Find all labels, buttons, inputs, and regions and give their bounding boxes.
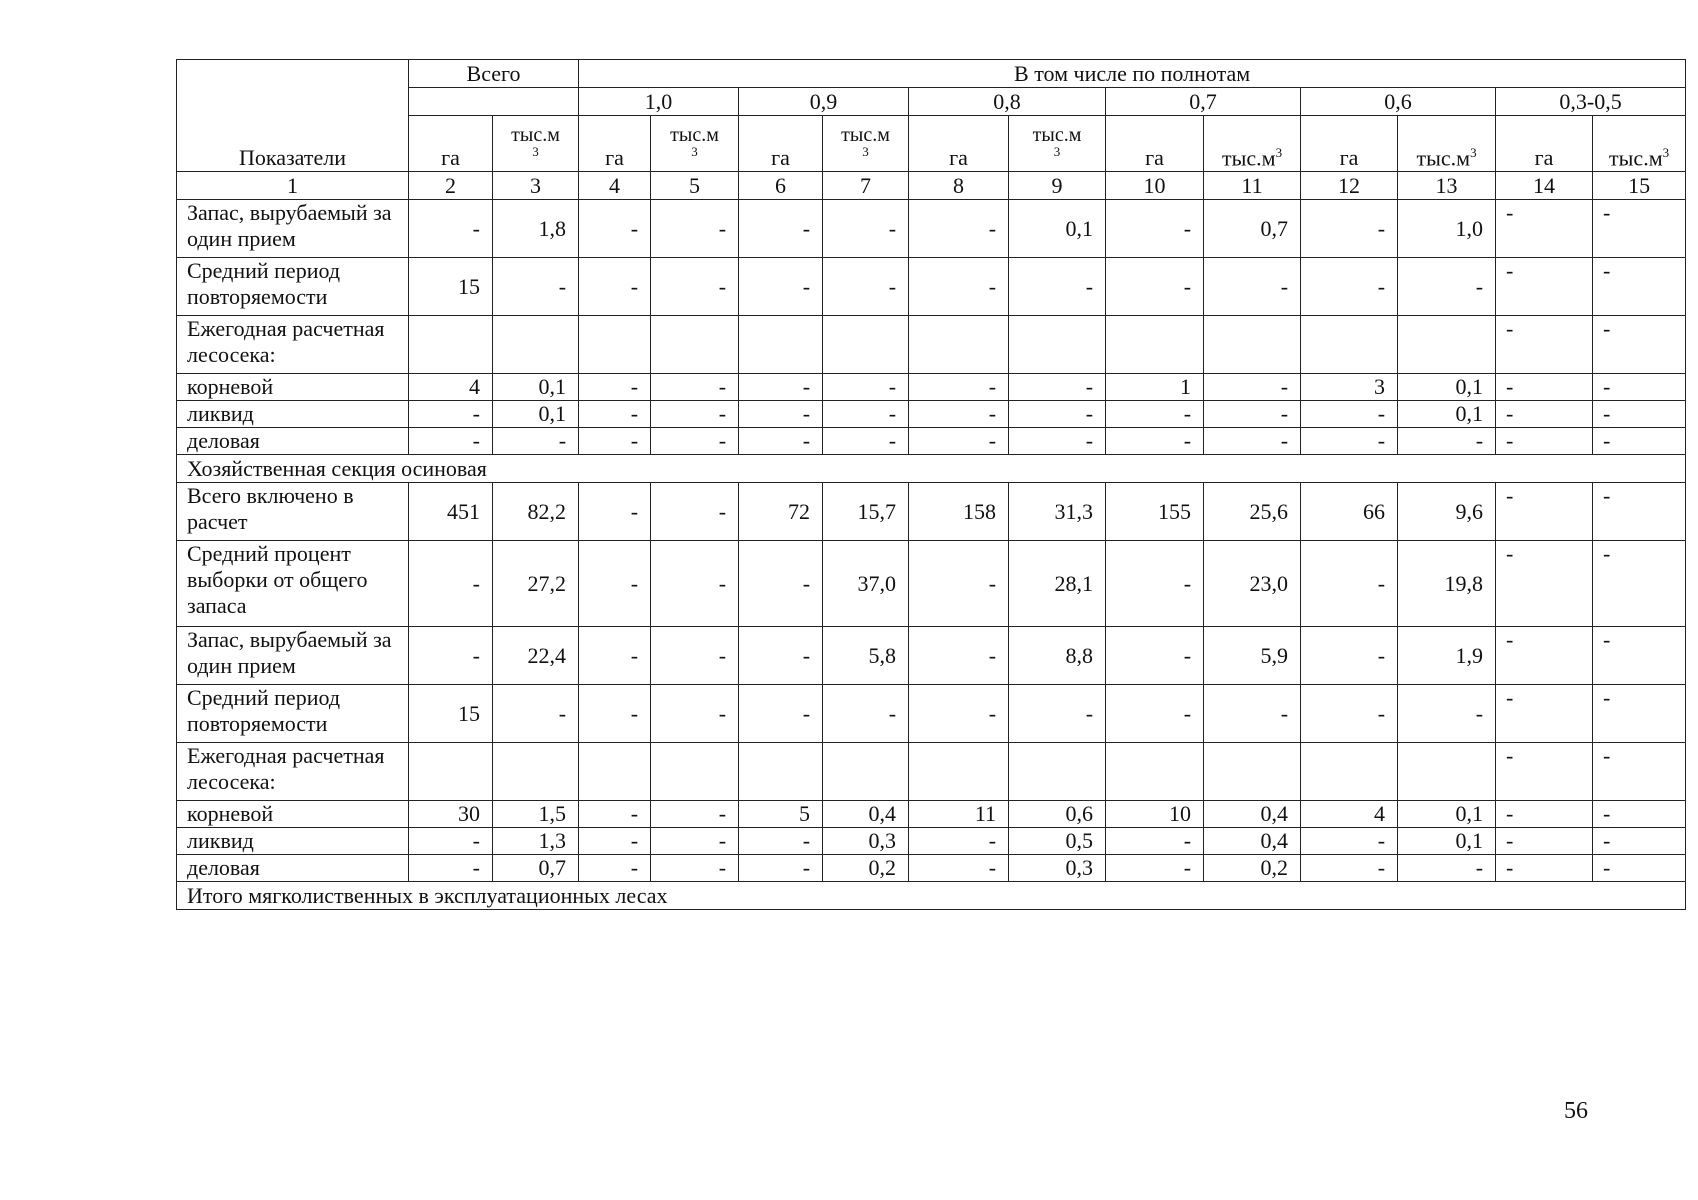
table-cell: 451 <box>409 483 493 541</box>
table-cell: - <box>909 374 1009 401</box>
table-cell: - <box>1593 743 1686 801</box>
column-number: 5 <box>651 172 739 200</box>
table-cell: 5,8 <box>823 627 909 685</box>
table-cell: 23,0 <box>1204 541 1301 627</box>
table-cell: - <box>579 685 651 743</box>
table-cell: 22,4 <box>493 627 579 685</box>
table-cell: - <box>739 401 823 428</box>
row-label: деловая <box>177 428 409 455</box>
table-cell <box>1301 743 1398 801</box>
unit-thousand-m-text: тыс.м <box>1416 145 1471 170</box>
unit-exponent: 3 <box>1053 144 1061 159</box>
table-cell: - <box>651 401 739 428</box>
table-cell: 15 <box>409 258 493 316</box>
table-cell: - <box>823 258 909 316</box>
table-cell <box>493 316 579 374</box>
table-cell: - <box>1106 828 1204 855</box>
table-cell: - <box>1398 258 1496 316</box>
table-cell: - <box>1301 428 1398 455</box>
table-cell <box>739 743 823 801</box>
row-label: Средний период повторяемости <box>177 258 409 316</box>
table-cell <box>1301 316 1398 374</box>
table-cell: 0,7 <box>493 855 579 882</box>
table-cell: - <box>739 685 823 743</box>
column-number: 7 <box>823 172 909 200</box>
unit-ha: га <box>1106 116 1204 172</box>
table-cell: 9,6 <box>1398 483 1496 541</box>
table-cell: - <box>651 801 739 828</box>
table-cell: 72 <box>739 483 823 541</box>
table-cell: - <box>1106 627 1204 685</box>
unit-ha: га <box>579 116 651 172</box>
table-cell <box>651 316 739 374</box>
table-cell: 37,0 <box>823 541 909 627</box>
table-cell: - <box>1301 401 1398 428</box>
table-cell: - <box>1106 258 1204 316</box>
unit-thousand-m-text: тыс.м <box>1221 145 1276 170</box>
table-cell <box>579 743 651 801</box>
table-cell: 10 <box>1106 801 1204 828</box>
table-cell: 30 <box>409 801 493 828</box>
table-cell: 15,7 <box>823 483 909 541</box>
table-cell: 0,1 <box>493 374 579 401</box>
table-cell: - <box>409 541 493 627</box>
table-cell: - <box>579 401 651 428</box>
column-number: 6 <box>739 172 823 200</box>
table-cell: 66 <box>1301 483 1398 541</box>
table-cell: - <box>579 828 651 855</box>
table-cell: - <box>909 685 1009 743</box>
table-cell: - <box>1204 258 1301 316</box>
table-cell: 1,3 <box>493 828 579 855</box>
table-cell: 11 <box>909 801 1009 828</box>
table-cell: - <box>409 401 493 428</box>
unit-thousand-m3 <box>1009 116 1106 172</box>
table-cell: 1 <box>1106 374 1204 401</box>
table-cell: - <box>1496 200 1593 258</box>
column-number: 13 <box>1398 172 1496 200</box>
table-cell <box>739 316 823 374</box>
table-row <box>177 541 1686 627</box>
row-label: Ежегодная расчетная лесосека: <box>177 743 409 801</box>
row-label: корневой <box>177 374 409 401</box>
section-total-title: Итого мягколиственных в эксплуатационных лесах <box>177 882 1686 910</box>
row-label: Всего включено в расчет <box>177 483 409 541</box>
table-cell: - <box>651 200 739 258</box>
table-cell: - <box>1301 541 1398 627</box>
table-cell: - <box>1009 374 1106 401</box>
table-cell: - <box>739 258 823 316</box>
table-cell: - <box>1496 428 1593 455</box>
table-cell: - <box>1496 316 1593 374</box>
table-cell: - <box>1106 685 1204 743</box>
table-cell <box>1204 316 1301 374</box>
table-row <box>177 401 1686 428</box>
table-cell: - <box>1496 541 1593 627</box>
unit-thousand-m3 <box>1593 116 1686 172</box>
table-cell: - <box>651 685 739 743</box>
table-cell: - <box>1106 200 1204 258</box>
unit-thousand-m-text: тыс.м <box>841 124 890 146</box>
table-cell <box>909 316 1009 374</box>
table-cell: 4 <box>409 374 493 401</box>
density-header: 0,9 <box>739 88 909 116</box>
table-cell: - <box>1593 258 1686 316</box>
table-cell: - <box>1496 801 1593 828</box>
table-cell: 8,8 <box>1009 627 1106 685</box>
row-label: корневой <box>177 801 409 828</box>
column-number: 1 <box>177 172 409 200</box>
table-cell: - <box>1593 855 1686 882</box>
table-cell: 31,3 <box>1009 483 1106 541</box>
density-header: 0,7 <box>1106 88 1301 116</box>
table-cell: 1,0 <box>1398 200 1496 258</box>
table-cell: 27,2 <box>493 541 579 627</box>
table-cell: - <box>739 428 823 455</box>
table-cell: 3 <box>1301 374 1398 401</box>
table-cell: 82,2 <box>493 483 579 541</box>
row-label: ликвид <box>177 401 409 428</box>
table-cell: - <box>1009 428 1106 455</box>
table-cell: - <box>1496 627 1593 685</box>
table-cell: 5,9 <box>1204 627 1301 685</box>
table-row <box>177 316 1686 374</box>
table-cell: - <box>1204 374 1301 401</box>
row-label: Запас, вырубаемый за один прием <box>177 200 409 258</box>
header-total: Всего <box>409 60 579 88</box>
table-cell: 0,2 <box>1204 855 1301 882</box>
column-number-row <box>177 172 1686 200</box>
table-row <box>177 743 1686 801</box>
unit-exponent: 3 <box>532 144 539 159</box>
table-cell: - <box>409 828 493 855</box>
table-cell <box>1009 743 1106 801</box>
table-cell: - <box>823 428 909 455</box>
table-cell: - <box>579 374 651 401</box>
table-row <box>177 685 1686 743</box>
table-cell: - <box>1496 685 1593 743</box>
column-number: 14 <box>1496 172 1593 200</box>
density-header: 0,3-0,5 <box>1496 88 1686 116</box>
table-cell: - <box>1106 855 1204 882</box>
table-cell: 19,8 <box>1398 541 1496 627</box>
table-cell: - <box>1009 401 1106 428</box>
table-cell <box>409 316 493 374</box>
table-cell: 1,9 <box>1398 627 1496 685</box>
table-body <box>177 200 1686 910</box>
data-table <box>176 59 1686 910</box>
unit-thousand-m-text: тыс.м <box>1032 124 1082 146</box>
table-header <box>177 60 1686 200</box>
table-cell: - <box>909 200 1009 258</box>
table-cell: - <box>1106 428 1204 455</box>
table-cell: - <box>1593 483 1686 541</box>
column-number: 12 <box>1301 172 1398 200</box>
table-cell: - <box>739 855 823 882</box>
table-cell: - <box>823 200 909 258</box>
table-cell <box>579 316 651 374</box>
table-cell: - <box>579 200 651 258</box>
table-cell: - <box>1593 627 1686 685</box>
column-number: 4 <box>579 172 651 200</box>
column-number: 11 <box>1204 172 1301 200</box>
section-total <box>177 882 1686 910</box>
table-cell: - <box>1204 685 1301 743</box>
table-cell: - <box>1496 374 1593 401</box>
table-cell: - <box>1204 401 1301 428</box>
page-number: 56 <box>1564 1098 1588 1124</box>
table-cell: - <box>651 828 739 855</box>
table-cell: - <box>493 685 579 743</box>
table-cell: - <box>579 541 651 627</box>
table-cell <box>1398 743 1496 801</box>
table-row <box>177 258 1686 316</box>
unit-exponent: 3 <box>862 144 869 159</box>
table-cell: - <box>909 541 1009 627</box>
density-header: 1,0 <box>579 88 739 116</box>
column-number: 3 <box>493 172 579 200</box>
table-cell: - <box>1496 743 1593 801</box>
column-number: 2 <box>409 172 493 200</box>
table-cell: 155 <box>1106 483 1204 541</box>
unit-ha: га <box>1301 116 1398 172</box>
section-aspen <box>177 455 1686 483</box>
table-cell: - <box>579 258 651 316</box>
column-number: 9 <box>1009 172 1106 200</box>
table-cell: - <box>579 855 651 882</box>
table-cell: - <box>909 401 1009 428</box>
column-number: 15 <box>1593 172 1686 200</box>
unit-thousand-m-text: тыс.м <box>1609 145 1663 170</box>
table-cell: - <box>1301 258 1398 316</box>
row-label: ликвид <box>177 828 409 855</box>
table-row <box>177 374 1686 401</box>
table-cell: - <box>1398 428 1496 455</box>
table-cell: - <box>1496 855 1593 882</box>
table-cell: - <box>409 627 493 685</box>
unit-exponent: 3 <box>1275 144 1283 160</box>
table-cell: 0,1 <box>493 401 579 428</box>
table-cell: - <box>579 801 651 828</box>
table-cell: 0,7 <box>1204 200 1301 258</box>
table-cell: - <box>1106 401 1204 428</box>
header-indicators: Показатели <box>177 60 409 172</box>
table-cell: 4 <box>1301 801 1398 828</box>
table-row <box>177 200 1686 258</box>
table-cell: - <box>409 855 493 882</box>
table-cell <box>409 743 493 801</box>
table-cell: - <box>739 541 823 627</box>
table-cell: 1,5 <box>493 801 579 828</box>
table-cell: - <box>1398 685 1496 743</box>
table-cell: 0,1 <box>1009 200 1106 258</box>
unit-ha: га <box>409 116 493 172</box>
unit-exponent: 3 <box>1662 144 1670 160</box>
table-cell: - <box>909 627 1009 685</box>
column-number: 10 <box>1106 172 1204 200</box>
unit-thousand-m3 <box>1204 116 1301 172</box>
table-cell: - <box>1301 828 1398 855</box>
table-cell: - <box>1593 801 1686 828</box>
table-cell: - <box>1496 401 1593 428</box>
table-cell: - <box>739 627 823 685</box>
table-cell: - <box>1593 401 1686 428</box>
table-row <box>177 627 1686 685</box>
table-row <box>177 428 1686 455</box>
table-cell <box>823 316 909 374</box>
table-cell: - <box>1496 483 1593 541</box>
table-cell: - <box>409 428 493 455</box>
table-cell <box>909 743 1009 801</box>
unit-exponent: 3 <box>1470 144 1477 160</box>
table-cell: - <box>823 401 909 428</box>
table-cell: - <box>1398 855 1496 882</box>
table-cell: - <box>1593 200 1686 258</box>
row-label: Запас, вырубаемый за один прием <box>177 627 409 685</box>
table-cell: 0,3 <box>823 828 909 855</box>
unit-thousand-m-text: тыс.м <box>511 124 560 146</box>
table-cell: - <box>739 374 823 401</box>
table-cell: - <box>1301 200 1398 258</box>
table-cell <box>1106 316 1204 374</box>
table-cell: - <box>909 855 1009 882</box>
table-cell: 0,4 <box>1204 801 1301 828</box>
section-aspen-title: Хозяйственная секция осиновая <box>177 455 1686 483</box>
table-cell: 0,6 <box>1009 801 1106 828</box>
table-cell: - <box>1301 685 1398 743</box>
table-cell: 25,6 <box>1204 483 1301 541</box>
table-cell <box>823 743 909 801</box>
table-cell: - <box>739 200 823 258</box>
table-cell: - <box>1593 685 1686 743</box>
table-cell: - <box>493 428 579 455</box>
table-cell: 0,4 <box>1204 828 1301 855</box>
header-including: В том числе по полнотам <box>579 60 1686 88</box>
density-header: 0,8 <box>909 88 1106 116</box>
table-cell <box>1106 743 1204 801</box>
table-cell: - <box>1009 685 1106 743</box>
table-cell: 15 <box>409 685 493 743</box>
table-cell <box>493 743 579 801</box>
table-cell: - <box>1593 541 1686 627</box>
unit-thousand-m3 <box>1398 116 1496 172</box>
table-cell: - <box>1106 541 1204 627</box>
table-cell: - <box>1204 428 1301 455</box>
table-row <box>177 483 1686 541</box>
table-cell <box>1009 316 1106 374</box>
table-cell: 28,1 <box>1009 541 1106 627</box>
table-row <box>177 855 1686 882</box>
table-cell: 0,1 <box>1398 828 1496 855</box>
unit-ha: га <box>1496 116 1593 172</box>
table-cell: 158 <box>909 483 1009 541</box>
unit-exponent: 3 <box>691 144 698 159</box>
column-number: 8 <box>909 172 1009 200</box>
table-cell: - <box>651 374 739 401</box>
unit-thousand-m3 <box>493 116 579 172</box>
unit-thousand-m3 <box>823 116 909 172</box>
table-cell <box>1398 316 1496 374</box>
row-label: Ежегодная расчетная лесосека: <box>177 316 409 374</box>
table-row <box>177 801 1686 828</box>
table-cell: - <box>579 627 651 685</box>
table-cell <box>651 743 739 801</box>
table-cell: - <box>1593 316 1686 374</box>
table-cell: - <box>651 627 739 685</box>
row-label: Средний процент выборки от общего запаса <box>177 541 409 627</box>
table-cell: 1,8 <box>493 200 579 258</box>
table-cell <box>1204 743 1301 801</box>
table-cell: - <box>909 258 1009 316</box>
table-cell: - <box>1593 374 1686 401</box>
table-cell: - <box>651 258 739 316</box>
table-cell: - <box>409 200 493 258</box>
table-cell: - <box>739 828 823 855</box>
table-cell: 0,2 <box>823 855 909 882</box>
table-cell: - <box>1593 428 1686 455</box>
unit-thousand-m-text: тыс.м <box>670 124 719 146</box>
table-cell: - <box>1593 828 1686 855</box>
table-cell: - <box>1301 855 1398 882</box>
table-cell: 0,3 <box>1009 855 1106 882</box>
table-cell: 0,4 <box>823 801 909 828</box>
unit-ha: га <box>909 116 1009 172</box>
table-row <box>177 828 1686 855</box>
table-cell: - <box>1009 258 1106 316</box>
unit-ha: га <box>739 116 823 172</box>
table-cell: - <box>651 483 739 541</box>
table-cell: - <box>651 541 739 627</box>
table-cell: 5 <box>739 801 823 828</box>
table-cell: - <box>651 428 739 455</box>
table-cell: - <box>493 258 579 316</box>
table-cell: - <box>651 855 739 882</box>
table-cell: - <box>579 483 651 541</box>
table-cell: - <box>823 685 909 743</box>
row-label: деловая <box>177 855 409 882</box>
table-cell: - <box>909 428 1009 455</box>
table-cell: - <box>1496 828 1593 855</box>
table-cell: 0,1 <box>1398 801 1496 828</box>
table-cell: - <box>1301 627 1398 685</box>
table-cell: - <box>1496 258 1593 316</box>
row-label: Средний период повторяемости <box>177 685 409 743</box>
density-header: 0,6 <box>1301 88 1496 116</box>
table-cell: - <box>909 828 1009 855</box>
table-cell: 0,5 <box>1009 828 1106 855</box>
table-cell: - <box>823 374 909 401</box>
unit-thousand-m3 <box>651 116 739 172</box>
table-cell: - <box>579 428 651 455</box>
table-cell: 0,1 <box>1398 374 1496 401</box>
table-cell: 0,1 <box>1398 401 1496 428</box>
